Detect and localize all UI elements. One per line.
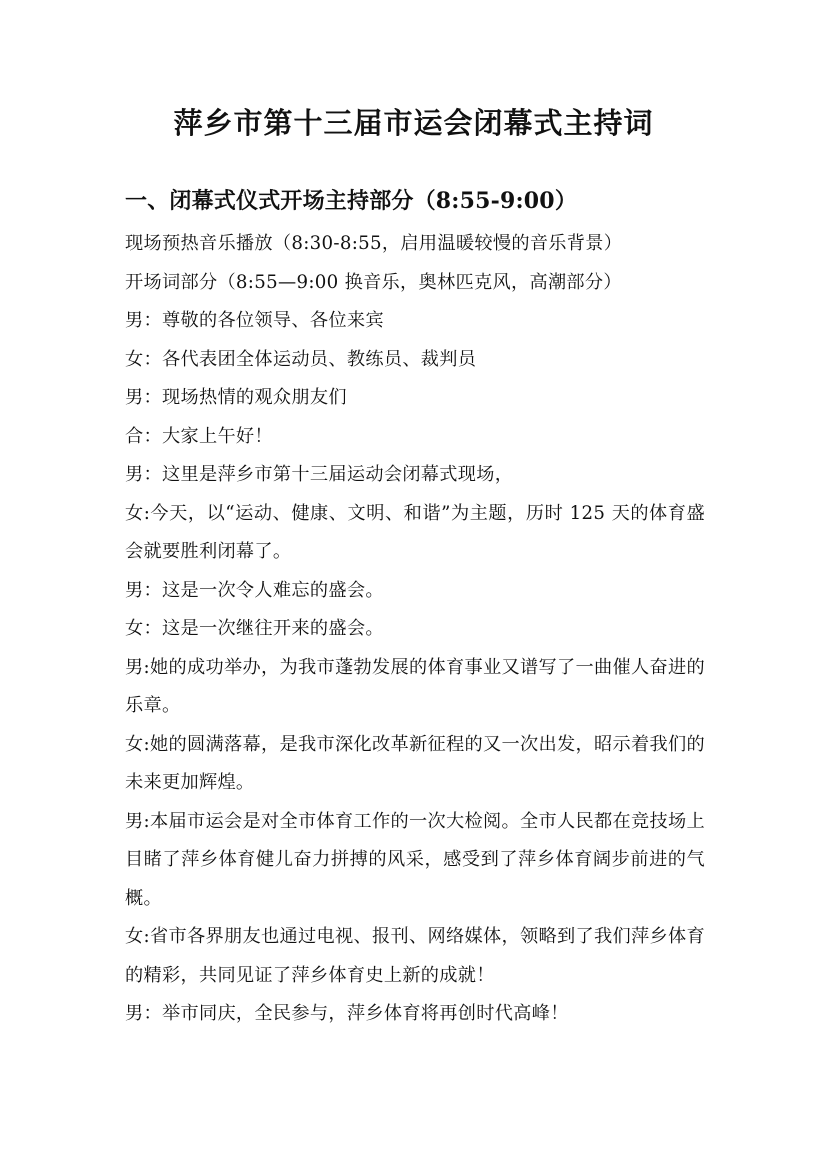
stage-note-line: 开场词部分（8:55—9:00 换音乐，奥林匹克风，高潮部分） — [125, 271, 622, 293]
document-title: 萍乡市第十三届市运会闭幕式主持词 — [173, 106, 654, 140]
dialogue-paragraph: 男:她的成功举办，为我市蓬勃发展的体育事业又谱写了一曲催人奋进的乐章。 — [125, 656, 705, 716]
dialogue-paragraph: 男：这是一次令人难忘的盛会。 — [125, 579, 384, 601]
section-heading: 一、闭幕式仪式开场主持部分（8:55-9:00） — [125, 188, 578, 214]
dialogue-line: 女：各代表团全体运动员、教练员、裁判员 — [125, 348, 477, 370]
dialogue-paragraph: 男：举市同庆，全民参与，萍乡体育将再创时代高峰！ — [125, 1003, 569, 1024]
script-body — [125, 225, 705, 1034]
dialogue-paragraph: 男:本届市运会是对全市体育工作的一次大检阅。全市人民都在竞技场上目睹了萍乡体育健儿奋力拼搏的风采，感受到了萍乡体育阔步前进的气概。 — [125, 810, 705, 909]
dialogue-line: 男：现场热情的观众朋友们 — [125, 387, 347, 408]
dialogue-line: 男：这里是萍乡市第十三届运动会闭幕式现场， — [125, 464, 514, 485]
stage-note-line: 现场预热音乐播放（8:30-8:55，启用温暖较慢的音乐背景） — [125, 233, 623, 254]
dialogue-line: 男：尊敬的各位领导、各位来宾 — [125, 310, 384, 331]
dialogue-paragraph: 女：这是一次继往开来的盛会。 — [125, 618, 384, 639]
dialogue-paragraph: 女:她的圆满落幕，是我市深化改革新征程的又一次出发，昭示着我们的未来更加辉煌。 — [125, 733, 705, 793]
dialogue-paragraph: 女:今天，以“运动、健康、文明、和谐”为主题，历时 125 天的体育盛会就要胜利闭幕了。 — [125, 502, 705, 562]
dialogue-line: 合：大家上午好！ — [125, 425, 273, 447]
dialogue-paragraph: 女:省市各界朋友也通过电视、报刊、网络媒体，领略到了我们萍乡体育的精彩，共同见证了萍乡体育史上新的成就！ — [125, 926, 705, 986]
